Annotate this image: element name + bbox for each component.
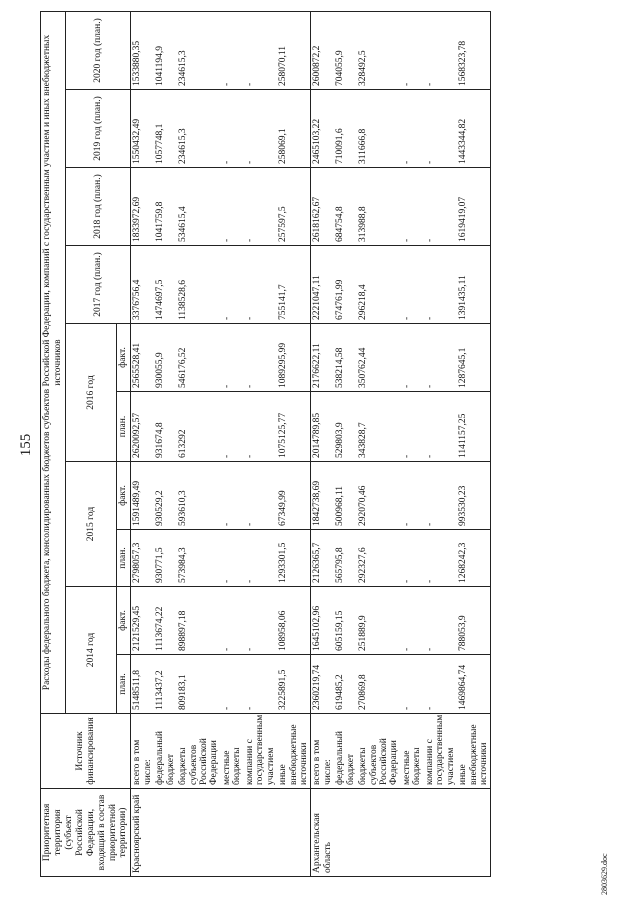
value-cell: - [244,462,277,530]
value-cell: 234615,3 [177,90,221,168]
value-cell: 311666,8 [357,90,401,168]
value-cell: 1533880,35 [131,12,154,90]
value-cell: - [221,246,244,324]
value-cell: 2465103,22 [311,90,334,168]
header-fact: факт. [117,462,131,530]
value-cell: 500968,11 [334,462,357,530]
source-label: бюджеты субъектов Российской Федерации [357,714,401,789]
value-cell: 1113437,2 [154,655,177,714]
value-cell: 931674,8 [154,392,177,462]
value-cell: 1113674,22 [154,587,177,655]
value-cell: 704055,9 [334,12,357,90]
value-cell: 605159,15 [334,587,357,655]
value-cell: - [244,324,277,392]
value-cell: - [424,90,457,168]
value-cell: - [401,90,424,168]
value-cell: 3376756,4 [131,246,154,324]
value-cell: 5148511,8 [131,655,154,714]
table-row [131,12,154,877]
value-cell: - [244,655,277,714]
value-cell: 1293301,5 [277,530,311,587]
header-fact: факт. [117,324,131,392]
header-plan: план. [117,530,131,587]
value-cell: - [221,392,244,462]
value-cell: 2014789,85 [311,392,334,462]
value-cell: 257597,5 [277,168,311,246]
value-cell: 1833972,69 [131,168,154,246]
value-cell: 613292 [177,392,221,462]
page-number: 155 [18,433,34,457]
value-cell: - [244,168,277,246]
value-cell: - [401,324,424,392]
value-cell: - [401,462,424,530]
value-cell: 2600872,2 [311,12,334,90]
value-cell: - [221,655,244,714]
value-cell: - [244,12,277,90]
value-cell: 2176622,11 [311,324,334,392]
table-row [277,12,311,877]
value-cell: 809183,1 [177,655,221,714]
value-cell: - [244,90,277,168]
value-cell: 546176,52 [177,324,221,392]
header-year-2019: 2019 год (план.) [65,90,131,168]
value-cell: - [424,587,457,655]
value-cell: 328492,5 [357,12,401,90]
value-cell: 313988,8 [357,168,401,246]
source-label: федеральный бюджет [154,714,177,789]
value-cell: 258069,1 [277,90,311,168]
value-cell: - [244,587,277,655]
table-row [177,12,221,877]
header-year-2018: 2018 год (план.) [65,168,131,246]
value-cell: 898897,18 [177,587,221,655]
value-cell: 1041759,8 [154,168,177,246]
value-cell: 1842738,69 [311,462,334,530]
value-cell: 1591489,49 [131,462,154,530]
expenditure-table [40,11,491,877]
value-cell: 2221047,11 [311,246,334,324]
value-cell: 2565528,41 [131,324,154,392]
value-cell: 684754,8 [334,168,357,246]
table-row [424,12,457,877]
value-cell: 292327,6 [357,530,401,587]
value-cell: - [221,90,244,168]
source-label: бюджеты субъектов Российской Федерации [177,714,221,789]
value-cell: 108958,06 [277,587,311,655]
source-label: компании с государственным участием [424,714,457,789]
value-cell: 1391435,11 [457,246,491,324]
source-label: компании с государственным участием [244,714,277,789]
value-cell: - [401,655,424,714]
header-year-2016: 2016 год [65,324,117,462]
header-year-2015: 2015 год [65,462,117,587]
header-year-2020: 2020 год (план.) [65,12,131,90]
value-cell: 930529,2 [154,462,177,530]
value-cell: 343828,7 [357,392,401,462]
value-cell: 1141157,25 [457,392,491,462]
value-cell: 1287645,1 [457,324,491,392]
value-cell: - [424,655,457,714]
value-cell: 1645102,96 [311,587,334,655]
value-cell: 788053,9 [457,587,491,655]
table-row [357,12,401,877]
value-cell: - [424,530,457,587]
value-cell: - [221,168,244,246]
value-cell: 2126365,7 [311,530,334,587]
value-cell: 1138528,6 [177,246,221,324]
value-cell: 258070,11 [277,12,311,90]
source-label: федеральный бюджет [334,714,357,789]
value-cell: 1041194,9 [154,12,177,90]
value-cell: 270869,8 [357,655,401,714]
value-cell: 1550432,49 [131,90,154,168]
value-cell: - [221,12,244,90]
value-cell: 296218,4 [357,246,401,324]
header-year-2017: 2017 год (план.) [65,246,131,324]
value-cell: 930771,5 [154,530,177,587]
value-cell: 538214,58 [334,324,357,392]
value-cell: - [221,587,244,655]
source-label: иные внебюджетные источники [277,714,311,789]
value-cell: - [424,12,457,90]
value-cell: - [424,392,457,462]
table-row [311,12,334,877]
source-label: всего в том числе: [131,714,154,789]
header-source: Источник финансирования [41,714,131,789]
value-cell: - [424,462,457,530]
region-name: Красноярский край [131,789,311,877]
value-cell: 1268242,3 [457,530,491,587]
value-cell: 350762,44 [357,324,401,392]
value-cell: - [221,324,244,392]
source-label: местные бюджеты [221,714,244,789]
value-cell: 1075125,77 [277,392,311,462]
value-cell: 251889,9 [357,587,401,655]
value-cell: 2121529,45 [131,587,154,655]
value-cell: 234615,3 [177,12,221,90]
value-cell: 534615,4 [177,168,221,246]
source-label: иные внебюджетные источники [457,714,491,789]
table-body [131,12,491,877]
value-cell: - [424,246,457,324]
value-cell: 593610,3 [177,462,221,530]
value-cell: 2798057,3 [131,530,154,587]
region-name: Архангельская область [311,789,491,877]
value-cell: 1568323,78 [457,12,491,90]
value-cell: 619485,2 [334,655,357,714]
header-plan: план. [117,655,131,714]
value-cell: - [401,246,424,324]
value-cell: - [401,392,424,462]
header-expenditure-group: Расходы федерального бюджета, консолидированных бюджетов субъектов Российской Федерации, компаний с государственным участием и иных внебюджетных источников [41,12,66,714]
value-cell: - [401,12,424,90]
table-row [457,12,491,877]
value-cell: 1057748,1 [154,90,177,168]
value-cell: 2620092,57 [131,392,154,462]
value-cell: - [401,587,424,655]
value-cell: 2360219,74 [311,655,334,714]
value-cell: 67349,99 [277,462,311,530]
value-cell: - [424,324,457,392]
value-cell: 565795,8 [334,530,357,587]
value-cell: 710091,6 [334,90,357,168]
header-territory: Приоритетная территория (субъект Российской Федерации, входящий в состав приоритетной территории) [41,789,131,877]
value-cell: 1474697,5 [154,246,177,324]
value-cell: 3225891,5 [277,655,311,714]
header-year-2014: 2014 год [65,587,117,714]
value-cell: 993530,23 [457,462,491,530]
document-footer: 2803629.doc [600,853,609,895]
value-cell: - [221,462,244,530]
table-row [244,12,277,877]
value-cell: 529803,9 [334,392,357,462]
source-label: всего в том числе: [311,714,334,789]
table-row [401,12,424,877]
value-cell: 755141,7 [277,246,311,324]
header-plan: план. [117,392,131,462]
table-row [334,12,357,877]
value-cell: 930055,9 [154,324,177,392]
value-cell: 1089295,99 [277,324,311,392]
value-cell: - [424,168,457,246]
value-cell: - [221,530,244,587]
value-cell: 1443344,82 [457,90,491,168]
value-cell: 573984,3 [177,530,221,587]
value-cell: 1469864,74 [457,655,491,714]
table-row [154,12,177,877]
value-cell: - [244,392,277,462]
value-cell: - [401,530,424,587]
value-cell: 674761,99 [334,246,357,324]
value-cell: - [244,246,277,324]
value-cell: 2618162,67 [311,168,334,246]
header-fact: факт. [117,587,131,655]
table-row [221,12,244,877]
value-cell: - [244,530,277,587]
source-label: местные бюджеты [401,714,424,789]
value-cell: 292070,46 [357,462,401,530]
value-cell: - [401,168,424,246]
value-cell: 1619419,07 [457,168,491,246]
